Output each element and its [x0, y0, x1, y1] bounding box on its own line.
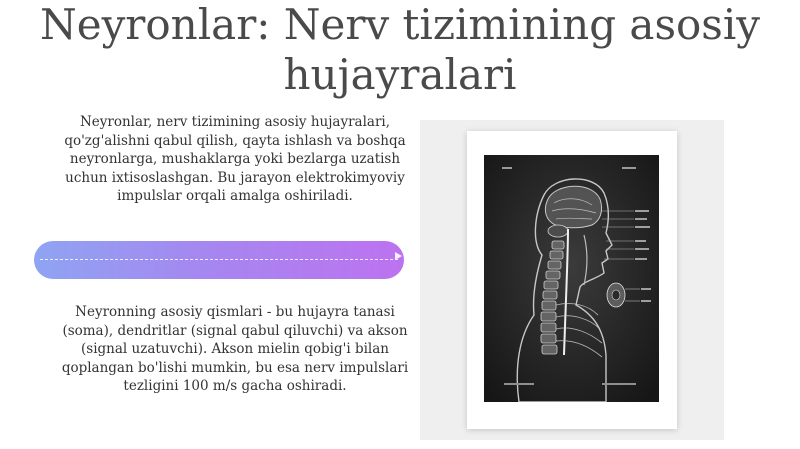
- caption-right: [602, 383, 636, 385]
- neuron-parts-paragraph: Neyronning asosiy qismlari - bu hujayra tanasi (soma), dendritlar (signal qabul qiluvchi) va akson (signal uzatuvchi). Akson mielin qobig'i bilan qoplangan bo'lishi mumkin, bu esa nerv impulslari tezligini 100 m/s gacha oshiradi.: [61, 304, 409, 394]
- arrow-right-icon: [395, 252, 402, 260]
- slide-title: Neyronlar: Nerv tizimining asosiy hujayralari: [39, 0, 761, 99]
- corner-label-left: [502, 167, 512, 169]
- intro-paragraph: Neyronlar, nerv tizimining asosiy hujayralari, qo'zg'alishni qabul qilish, qayta ishlash va boshqa neyronlarga, mushaklarga yoki bezlarga uzatish uchun ixtisoslashgan. Bu jarayon elektrokimyoviy impulslar orqali amalga oshiriladi.: [64, 114, 406, 204]
- anatomy-illustration: [484, 155, 659, 402]
- dashed-line: [40, 259, 398, 260]
- gradient-divider: [34, 241, 404, 279]
- anatomy-drawing: [484, 155, 659, 402]
- corner-label-right: [622, 167, 636, 169]
- caption-left: [504, 383, 534, 385]
